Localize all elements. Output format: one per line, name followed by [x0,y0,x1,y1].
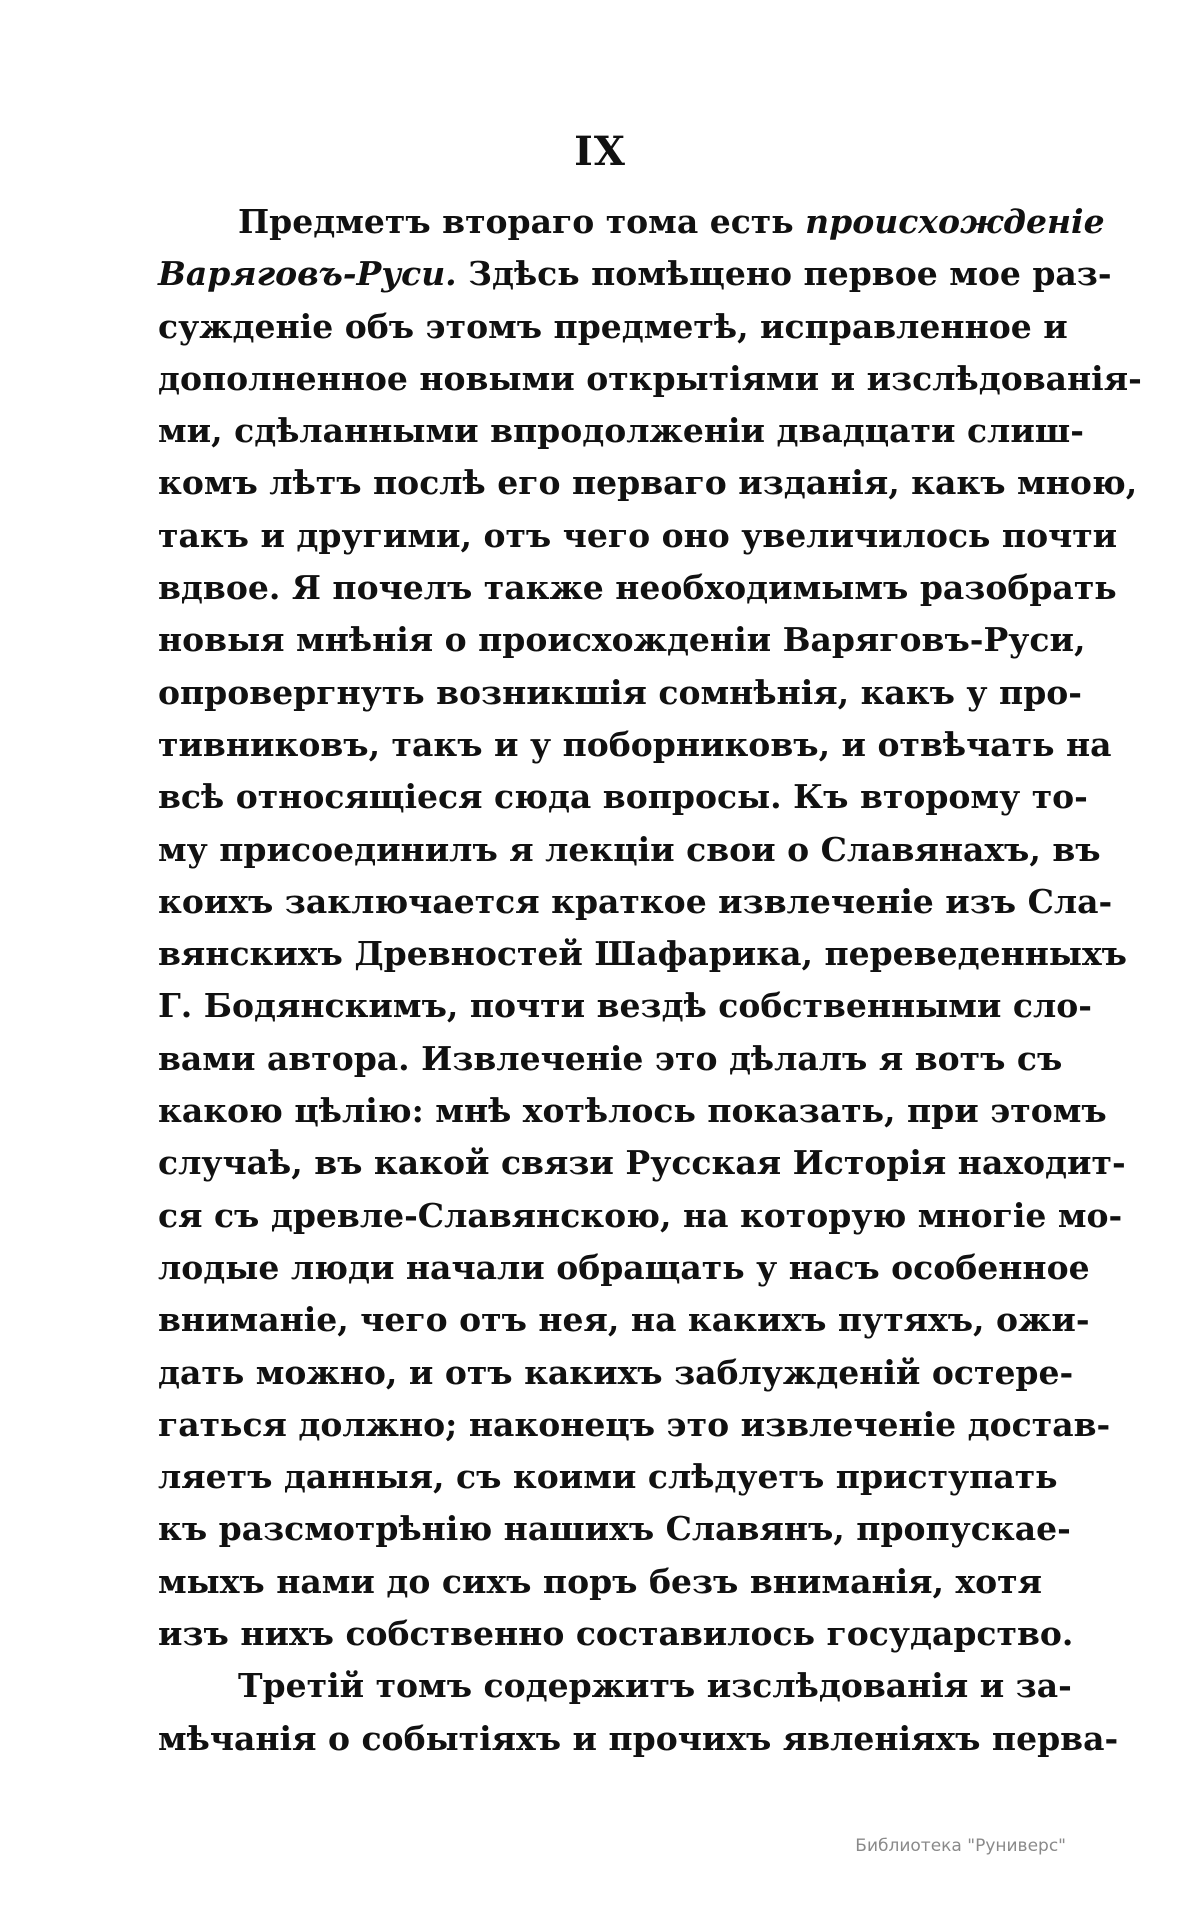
text-line: Г. Бодянскимъ, почти вездѣ собственными сло- [158,986,1092,1026]
text-line: коихъ заключается краткое извлеченіе изъ Сла- [158,881,1113,921]
text-block [158,196,1142,1765]
text-line: лодые люди начали обращать у насъ особенное [158,1247,1090,1287]
text-line: къ разсмотрѣнію нашихъ Славянъ, пропускае- [158,1509,1071,1549]
text-line: мыхъ нами до сихъ поръ безъ вниманія, хотя [158,1561,1043,1601]
text-line: сужденіе объ этомъ предметѣ, исправленное и [158,306,1068,346]
text-line: дополненное новыми открытіями и изслѣдованія- [158,358,1142,398]
text-line: случаѣ, въ какой связи Русская Исторія находит- [158,1143,1126,1183]
text-segment: Здѣсь помѣщено первое мое раз- [456,254,1112,294]
text-segment: Предметъ втораго тома есть [238,202,806,241]
text-line: опровергнуть возникшія сомнѣнія, какъ у про- [158,672,1082,712]
text-line: такъ и другими, отъ чего оно увеличилось почти [158,515,1118,555]
italic-term: происхожденіе [805,202,1105,241]
text-line: какою цѣлію: мнѣ хотѣлось показать, при этомъ [158,1091,1107,1131]
text-line: дать можно, и отъ какихъ заблужденій остере- [158,1352,1074,1392]
text-line: комъ лѣтъ послѣ его перваго изданія, какъ мною, [158,463,1138,503]
text-line: ми, сдѣланными впродолженіи двадцати слиш- [158,411,1084,451]
text-line: вами автора. Извлеченіе это дѣлалъ я вотъ съ [158,1038,1063,1078]
text-line: новыя мнѣнія о происхожденіи Варяговъ-Руси, [158,620,1086,660]
library-watermark: Библиотека "Руниверс" [855,1836,1066,1856]
text-line: вниманіе, чего отъ нея, на какихъ путяхъ, ожи- [158,1300,1090,1340]
text-line: гаться должно; наконецъ это извлеченіе достав- [158,1404,1111,1444]
text-line: тивниковъ, такъ и у поборниковъ, и отвѣчать на [158,724,1112,764]
text-line [158,196,1105,248]
paragraph-2 [158,1660,1119,1765]
text-line: изъ нихъ собственно составилось государство. [158,1614,1074,1654]
text-line: ляетъ данныя, съ коими слѣдуетъ приступать [158,1457,1058,1497]
text-line: му присоединилъ я лекціи свои о Славянахъ, въ [158,829,1101,869]
paragraph-1 [158,196,1142,1660]
text-line [158,248,1112,300]
italic-term: Варяговъ-Руси. [158,254,457,294]
text-line: Третій томъ содержитъ изслѣдованія и за- [238,1666,1072,1706]
text-line: ся съ древле-Славянскою, на которую многіе мо- [158,1195,1123,1235]
page-number: IX [574,128,626,175]
text-line: всѣ относящіеся сюда вопросы. Къ второму то- [158,777,1088,817]
text-line: вянскихъ Древностей Шафарика, переведенныхъ [158,934,1127,974]
text-line: мѣчанія о событіяхъ и прочихъ явленіяхъ перва- [158,1718,1119,1758]
text-line: вдвое. Я почелъ также необходимымъ разобрать [158,568,1117,608]
